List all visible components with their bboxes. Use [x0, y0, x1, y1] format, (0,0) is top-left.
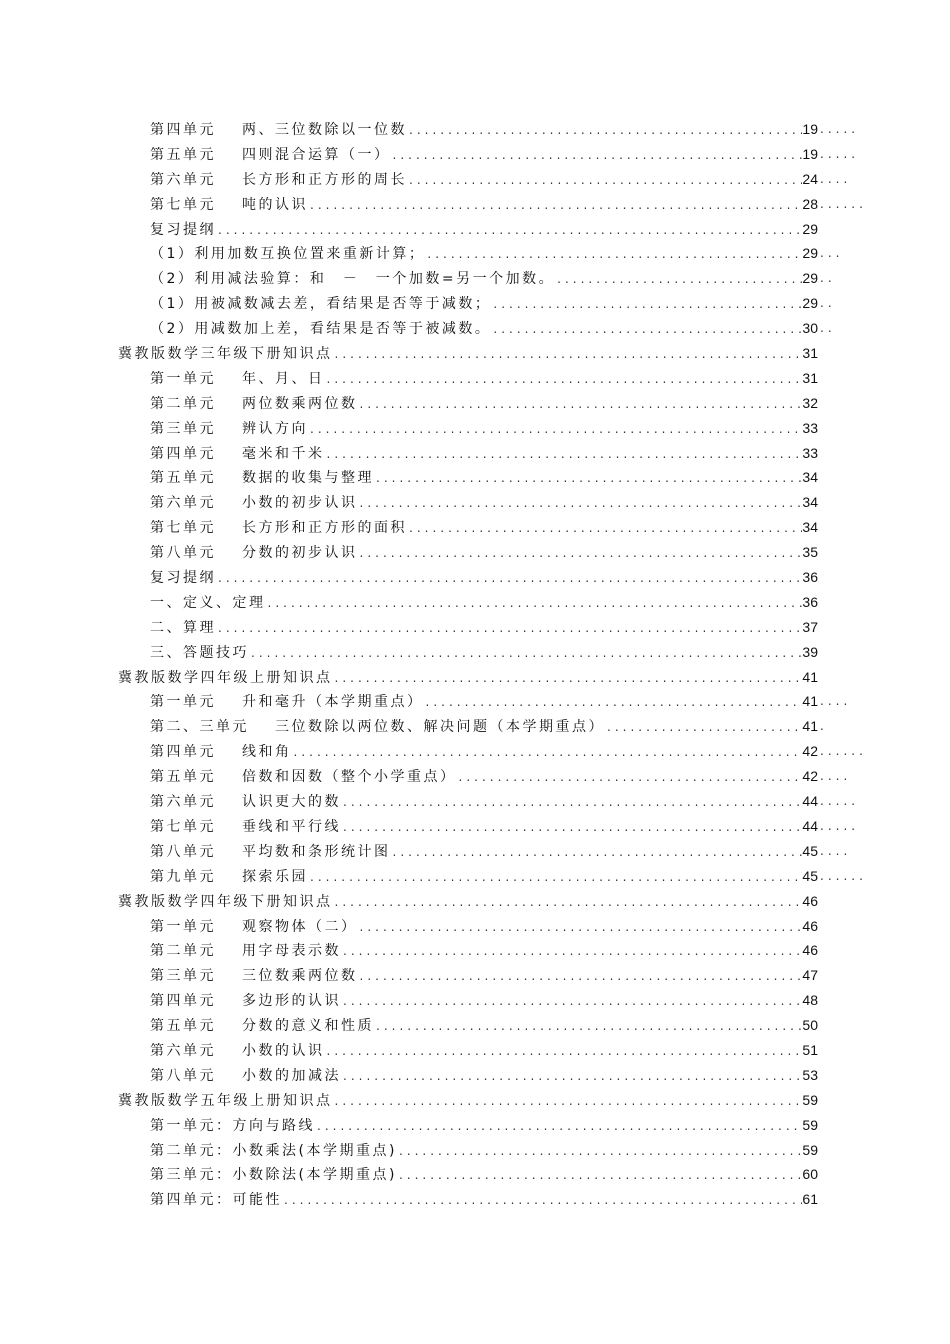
toc-entry-unit: 第六单元 [150, 794, 216, 811]
toc-leader-dots [341, 989, 802, 1014]
toc-entry-title: 分数的初步认识 [242, 545, 358, 562]
toc-entry[interactable] [0, 167, 852, 192]
toc-entry-title: （1）用被减数减去差，看结果是否等于减数； [150, 296, 492, 313]
toc-entry-title: （1）利用加数互换位置来重新计算； [150, 246, 426, 263]
toc-entry-unit: 第五单元 [150, 146, 216, 163]
toc-page-number: 44 [802, 793, 818, 810]
toc-leader-dots [341, 939, 802, 964]
toc-entry-title: 可能性 [232, 1192, 282, 1209]
toc-section-entry[interactable] [0, 665, 818, 690]
toc-page-number: 32 [802, 394, 818, 411]
toc-entry-title: 冀教版数学三年级下册知识点 [118, 346, 333, 363]
toc-entry[interactable] [0, 1138, 818, 1163]
toc-entry-unit: 第八单元 [150, 1067, 216, 1084]
toc-leader-dots [308, 865, 802, 890]
toc-page-number: 46 [802, 892, 818, 909]
toc-entry-unit: 第三单元： [150, 1167, 233, 1184]
toc-entry-unit: 第七单元 [150, 818, 216, 835]
toc-entry[interactable] [0, 814, 860, 839]
toc-leader-dots [341, 815, 802, 840]
toc-leader-dots [358, 392, 803, 417]
toc-entry[interactable] [0, 565, 818, 590]
toc-page-number: 41 [802, 693, 818, 710]
toc-entry-unit: 第五单元 [150, 769, 216, 786]
toc-entry[interactable] [0, 1013, 818, 1038]
toc-leader-dots [555, 267, 802, 292]
toc-page-number: 29 [802, 245, 818, 262]
toc-entry[interactable] [0, 291, 836, 316]
toc-entry-title: 长方形和正方形的周长 [242, 171, 407, 188]
toc-section-entry[interactable] [0, 1088, 818, 1113]
toc-page-number: 50 [802, 1017, 818, 1034]
toc-leader-dots [491, 317, 802, 342]
toc-entry-title: 小数除法(本学期重点) [232, 1167, 397, 1184]
toc-leader-dots [216, 616, 802, 641]
toc-entry[interactable] [0, 789, 860, 814]
table-of-contents [0, 117, 950, 1212]
toc-entry[interactable] [0, 391, 818, 416]
toc-overflow-dots: .. [820, 296, 836, 311]
toc-entry-title: 三位数乘两位数 [242, 968, 358, 985]
toc-page-number: 59 [802, 1141, 818, 1158]
toc-overflow-dots: .. [820, 321, 836, 336]
toc-entry[interactable] [0, 192, 867, 217]
toc-leader-dots [374, 466, 802, 491]
toc-overflow-dots: .... [820, 843, 852, 858]
toc-entry-title: 一、定义、定理 [150, 594, 266, 611]
toc-page-number: 61 [802, 1191, 818, 1208]
toc-leader-dots [374, 1014, 802, 1039]
toc-entry-title: 升和毫升（本学期重点） [242, 694, 424, 711]
toc-page-number: 46 [802, 942, 818, 959]
toc-page-number: 28 [802, 195, 818, 212]
toc-entry-title: 冀教版数学五年级上册知识点 [118, 1092, 333, 1109]
toc-entry-unit: 第二单元： [150, 1142, 233, 1159]
toc-entry[interactable] [0, 1113, 818, 1138]
toc-entry[interactable] [0, 739, 867, 764]
toc-page-number: 33 [802, 444, 818, 461]
toc-overflow-dots: . [820, 719, 828, 734]
toc-entry-title: 冀教版数学四年级上册知识点 [118, 669, 333, 686]
toc-entry[interactable] [0, 316, 836, 341]
toc-entry-unit: 第七单元 [150, 196, 216, 213]
toc-page-number: 39 [802, 643, 818, 660]
toc-leader-dots [341, 1064, 802, 1089]
toc-entry-title: 两、三位数除以一位数 [242, 122, 407, 138]
toc-entry-title: 小数的加减法 [242, 1067, 341, 1084]
toc-entry[interactable] [0, 1038, 818, 1063]
toc-entry[interactable] [0, 1063, 818, 1088]
toc-entry-title: 小数的认识 [242, 1042, 325, 1059]
toc-page-number: 45 [802, 842, 818, 859]
toc-entry-title: 分数的意义和性质 [242, 1018, 374, 1035]
toc-overflow-dots: ..... [820, 122, 860, 136]
toc-page-number: 46 [802, 917, 818, 934]
toc-entry[interactable] [0, 117, 860, 142]
toc-entry-title: 小数乘法(本学期重点) [232, 1142, 397, 1159]
toc-page-number: 48 [802, 992, 818, 1009]
toc-entry-title: 复习提纲 [150, 221, 216, 238]
toc-leader-dots [282, 1188, 802, 1213]
toc-entry-title: 多边形的认识 [242, 993, 341, 1010]
toc-entry-title: 吨的认识 [242, 196, 308, 213]
toc-entry-title: 探索乐园 [242, 868, 308, 885]
toc-page-number: 59 [802, 1116, 818, 1133]
toc-entry-unit: 第四单元： [150, 1192, 233, 1209]
toc-entry-title: 三、答题技巧 [150, 644, 249, 661]
toc-entry[interactable] [0, 839, 852, 864]
toc-entry-title: 线和角 [242, 744, 292, 761]
toc-entry-title: （2）用减数加上差，看结果是否等于被减数。 [150, 321, 492, 338]
toc-entry[interactable] [0, 988, 818, 1013]
toc-page-number: 29 [802, 270, 818, 287]
toc-entry-unit: 第三单元 [150, 420, 216, 437]
toc-page-number: 34 [802, 494, 818, 511]
toc-page-number: 29 [802, 295, 818, 312]
toc-leader-dots [325, 442, 803, 467]
toc-entry[interactable] [0, 615, 818, 640]
toc-leader-dots [292, 740, 803, 765]
toc-entry[interactable] [0, 416, 818, 441]
toc-entry-title: 观察物体（二） [242, 918, 358, 935]
toc-entry-unit: 第四单元 [150, 122, 216, 138]
toc-entry[interactable] [0, 366, 818, 391]
toc-page-number: 34 [802, 519, 818, 536]
toc-leader-dots [358, 915, 803, 940]
toc-page-number: 34 [802, 469, 818, 486]
toc-entry[interactable] [0, 1187, 818, 1212]
toc-entry[interactable] [0, 714, 828, 739]
toc-entry-title: 年、月、日 [242, 370, 325, 387]
toc-page-number: 45 [802, 867, 818, 884]
toc-page-number: 44 [802, 817, 818, 834]
toc-leader-dots [315, 1114, 802, 1139]
toc-entry-title: 小数的初步认识 [242, 495, 358, 512]
toc-leader-dots [424, 690, 803, 715]
toc-entry-title: （2）利用减法验算：和 － 一个加数=另一个加数。 [150, 271, 556, 288]
toc-entry[interactable] [0, 938, 818, 963]
toc-entry-title: 三位数除以两位数、解决问题（本学期重点） [275, 719, 605, 736]
toc-entry-title: 毫米和千米 [242, 445, 325, 462]
toc-entry-unit: 第一单元 [150, 694, 216, 711]
toc-entry-unit: 第四单元 [150, 445, 216, 462]
toc-page-number: 51 [802, 1041, 818, 1058]
toc-leader-dots [333, 1089, 803, 1114]
toc-page-number: 37 [802, 618, 818, 635]
toc-page-number: 36 [802, 569, 818, 586]
toc-entry[interactable] [0, 465, 818, 490]
toc-leader-dots [341, 790, 802, 815]
toc-leader-dots [216, 566, 802, 591]
toc-page-number: 31 [802, 345, 818, 362]
toc-entry-unit: 第二单元 [150, 395, 216, 412]
toc-leader-dots [391, 143, 803, 168]
toc-overflow-dots: .. [820, 271, 836, 286]
toc-leader-dots [391, 840, 803, 865]
toc-entry[interactable] [0, 914, 818, 939]
toc-entry-title: 复习提纲 [150, 570, 216, 587]
toc-entry-unit: 第八单元 [150, 843, 216, 860]
toc-leader-dots [425, 242, 802, 267]
toc-entry-unit: 第三单元 [150, 968, 216, 985]
toc-overflow-dots: ..... [820, 794, 860, 809]
toc-entry-unit: 第一单元 [150, 918, 216, 935]
toc-page-number: 29 [802, 220, 818, 237]
toc-page-number: 47 [802, 967, 818, 984]
toc-leader-dots [249, 641, 802, 666]
toc-entry-title: 方向与路线 [232, 1117, 315, 1134]
toc-entry-unit: 第四单元 [150, 993, 216, 1010]
toc-entry-unit: 第七单元 [150, 520, 216, 537]
toc-overflow-dots: ... [820, 246, 844, 261]
toc-leader-dots [491, 292, 802, 317]
toc-entry-unit: 第一单元 [150, 370, 216, 387]
toc-leader-dots [266, 591, 803, 616]
toc-page-number: 59 [802, 1091, 818, 1108]
toc-entry-title: 两位数乘两位数 [242, 395, 358, 412]
toc-page-number: 41 [802, 668, 818, 685]
toc-overflow-dots: ..... [820, 818, 860, 833]
toc-page-number: 30 [802, 320, 818, 337]
toc-leader-dots [407, 516, 802, 541]
toc-entry-title: 平均数和条形统计图 [242, 843, 391, 860]
toc-leader-dots [457, 765, 803, 790]
toc-entry[interactable] [0, 590, 818, 615]
toc-leader-dots [333, 666, 803, 691]
toc-overflow-dots: .... [820, 694, 852, 709]
toc-entry-title: 垂线和平行线 [242, 818, 341, 835]
toc-leader-dots [407, 168, 802, 193]
toc-entry-unit: 第一单元： [150, 1117, 233, 1134]
toc-entry[interactable] [0, 515, 818, 540]
toc-leader-dots [308, 417, 802, 442]
toc-entry[interactable] [0, 963, 818, 988]
toc-entry[interactable] [0, 142, 860, 167]
toc-leader-dots [308, 193, 802, 218]
toc-leader-dots [397, 1163, 802, 1188]
toc-overflow-dots: ...... [820, 868, 867, 883]
toc-page-number: 33 [802, 419, 818, 436]
toc-entry[interactable] [0, 1162, 818, 1187]
toc-entry-unit: 第四单元 [150, 744, 216, 761]
toc-entry-title: 四则混合运算（一） [242, 146, 391, 163]
toc-page-number: 35 [802, 544, 818, 561]
toc-entry-unit: 第五单元 [150, 1018, 216, 1035]
toc-entry-unit: 第五单元 [150, 470, 216, 487]
toc-leader-dots [358, 541, 803, 566]
toc-entry-title: 认识更大的数 [242, 794, 341, 811]
toc-leader-dots [358, 964, 803, 989]
toc-entry[interactable] [0, 540, 818, 565]
toc-entry[interactable] [0, 864, 867, 889]
toc-overflow-dots: ..... [820, 146, 860, 161]
toc-section-entry[interactable] [0, 341, 818, 366]
toc-leader-dots [358, 491, 803, 516]
toc-entry-unit: 第九单元 [150, 868, 216, 885]
toc-leader-dots [325, 1039, 803, 1064]
toc-entry[interactable] [0, 764, 852, 789]
toc-leader-dots [605, 715, 802, 740]
toc-entry-title: 长方形和正方形的面积 [242, 520, 407, 537]
toc-page-number: 24 [802, 170, 818, 187]
toc-leader-dots [216, 218, 802, 243]
toc-leader-dots [333, 890, 803, 915]
toc-page-number: 41 [802, 718, 818, 735]
toc-entry[interactable] [0, 640, 818, 665]
toc-entry[interactable] [0, 441, 818, 466]
toc-entry[interactable] [0, 689, 852, 714]
toc-page-number: 53 [802, 1066, 818, 1083]
toc-entry-unit: 第六单元 [150, 1042, 216, 1059]
toc-entry[interactable] [0, 490, 818, 515]
toc-entry-unit: 第六单元 [150, 171, 216, 188]
toc-overflow-dots: ...... [820, 196, 867, 211]
toc-page-number: 60 [802, 1166, 818, 1183]
toc-entry-unit: 第八单元 [150, 545, 216, 562]
toc-leader-dots [407, 118, 802, 143]
toc-page-number: 36 [802, 593, 818, 610]
toc-entry-unit: 第六单元 [150, 495, 216, 512]
toc-overflow-dots: .... [820, 769, 852, 784]
toc-page-number: 31 [802, 369, 818, 386]
toc-leader-dots [333, 342, 803, 367]
toc-page-number: 19 [802, 145, 818, 162]
toc-entry-title: 用字母表示数 [242, 943, 341, 960]
toc-page-number: 42 [802, 768, 818, 785]
toc-leader-dots [325, 367, 803, 392]
toc-entry[interactable] [0, 241, 844, 266]
toc-entry-unit: 第二单元 [150, 943, 216, 960]
toc-page-number: 19 [802, 121, 818, 137]
toc-entry-title: 二、算理 [150, 619, 216, 636]
toc-entry-title: 数据的收集与整理 [242, 470, 374, 487]
toc-entry[interactable] [0, 266, 836, 291]
toc-overflow-dots: ...... [820, 744, 867, 759]
toc-page-number: 42 [802, 743, 818, 760]
toc-entry-unit: 第二、三单元 [150, 719, 249, 736]
toc-entry-title: 倍数和因数（整个小学重点） [242, 769, 457, 786]
toc-entry-title: 辨认方向 [242, 420, 308, 437]
toc-section-entry[interactable] [0, 889, 818, 914]
toc-entry[interactable] [0, 217, 818, 242]
toc-leader-dots [397, 1139, 802, 1164]
toc-overflow-dots: .... [820, 171, 852, 186]
toc-entry-title: 冀教版数学四年级下册知识点 [118, 893, 333, 910]
